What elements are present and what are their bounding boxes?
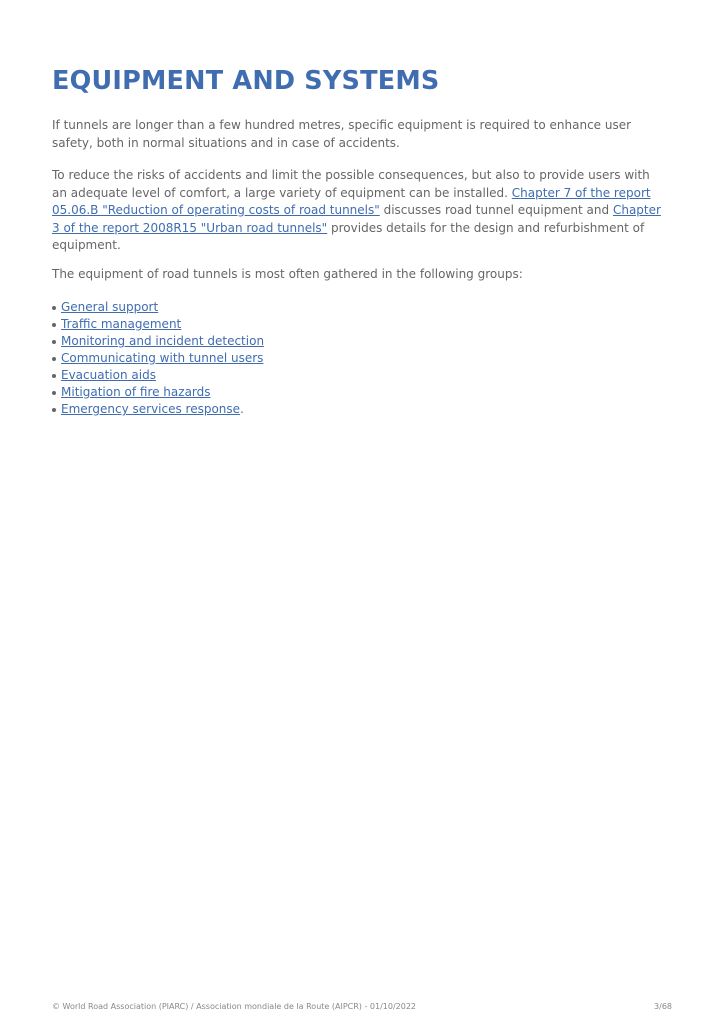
paragraph-text: To reduce the risks of accidents and limit the possible consequences, but also to provide users with an adequate level of comfort, a large variety of equipment can be installed. — [52, 168, 650, 200]
list-item — [52, 299, 264, 316]
bullet-icon — [52, 391, 56, 395]
link-general-support[interactable]: General support — [61, 300, 159, 314]
list-item — [52, 384, 264, 401]
list-item — [52, 350, 264, 367]
link-chapter-3-report[interactable]: Chapter 3 of the report 2008R15 "Urban road tunnels" — [52, 203, 661, 235]
intro-paragraph: If tunnels are longer than a few hundred metres, specific equipment is required to enhance user safety, both in normal situations and in case of accidents. — [52, 118, 632, 150]
paragraph-text: discusses road tunnel equipment and — [379, 203, 613, 217]
bullet-icon — [52, 374, 56, 378]
link-chapter-7-report[interactable]: Chapter 7 of the report 05.06.B "Reduction of operating costs of road tunnels" — [52, 185, 651, 217]
bullet-icon — [52, 306, 56, 310]
bullet-icon — [52, 357, 56, 361]
equipment-paragraph — [52, 167, 664, 255]
link-mitigation-fire-hazards[interactable]: Mitigation of fire hazards — [61, 385, 211, 399]
footer-page-number: 3/68 — [654, 1002, 672, 1011]
bullet-icon — [52, 408, 56, 412]
page-title: EQUIPMENT AND SYSTEMS — [52, 66, 440, 96]
bullet-icon — [52, 340, 56, 344]
list-item — [52, 401, 264, 418]
paragraph-text: provides details for the design and refurbishment of equipment. — [52, 220, 645, 252]
list-item — [52, 316, 264, 333]
footer-copyright: © World Road Association (PIARC) / Association mondiale de la Route (AIPCR) - 01/10/2022 — [52, 1002, 416, 1011]
list-item — [52, 333, 264, 350]
link-communicating-with-tunnel-users[interactable]: Communicating with tunnel users — [61, 351, 264, 365]
bullet-icon — [52, 323, 56, 327]
equipment-groups-list — [52, 299, 264, 418]
list-item — [52, 367, 264, 384]
link-evacuation-aids[interactable]: Evacuation aids — [61, 368, 156, 382]
groups-intro-paragraph: The equipment of road tunnels is most often gathered in the following groups: — [52, 267, 523, 281]
link-traffic-management[interactable]: Traffic management — [61, 317, 182, 331]
link-emergency-services-response[interactable]: Emergency services response — [61, 402, 241, 416]
list-item-suffix: . — [240, 402, 244, 416]
link-monitoring-incident-detection[interactable]: Monitoring and incident detection — [61, 334, 265, 348]
